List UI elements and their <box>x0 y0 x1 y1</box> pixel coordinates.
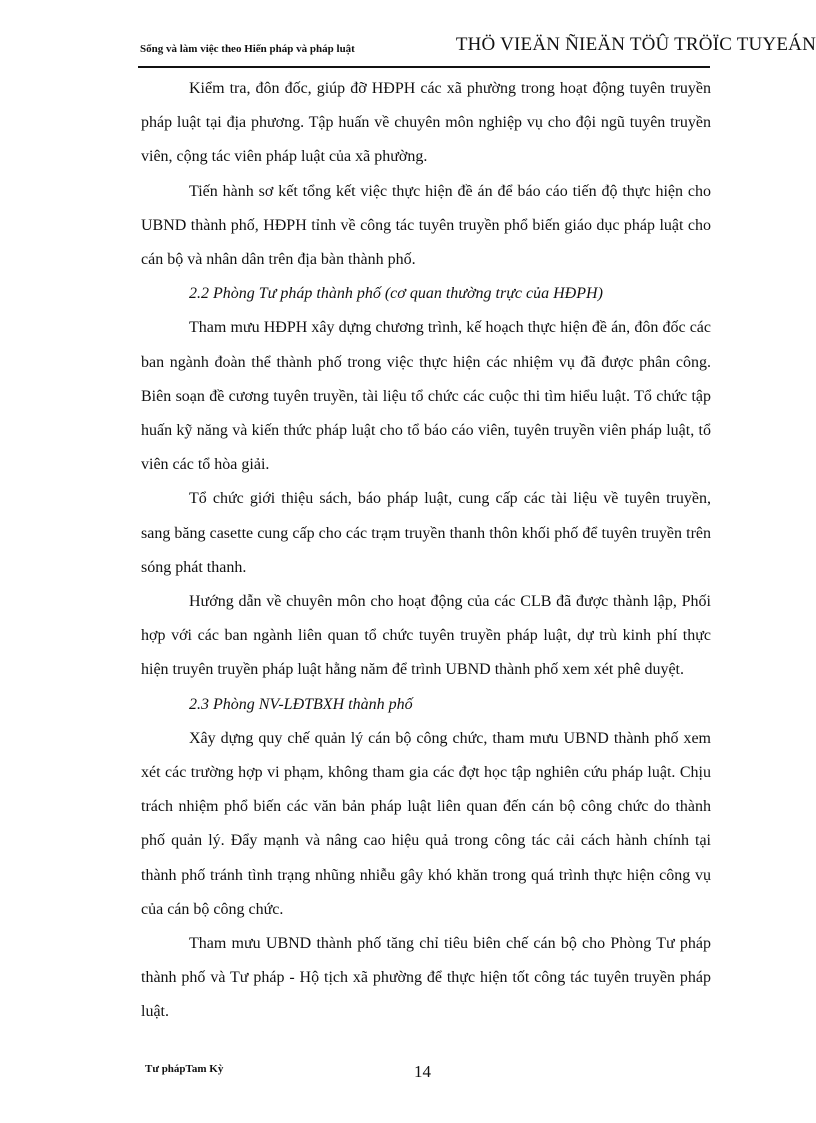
body-paragraph: Tổ chức giới thiệu sách, báo pháp luật, cung cấp các tài liệu về tuyên truyền, sang băng casette cung cấp cho các trạm truyền thanh thôn khối phố để tuyên truyền trên sóng phát thanh. <box>141 490 711 576</box>
body-paragraph: Kiểm tra, đôn đốc, giúp đỡ HĐPH các xã phường trong hoạt động tuyên truyền pháp luật tại địa phương. Tập huấn về chuyên môn nghiệp vụ cho đội ngũ tuyên truyền viên, cộng tác viên pháp luật của xã phường. <box>141 80 711 166</box>
running-header-title: Sống và làm việc theo Hiến pháp và pháp luật <box>140 43 355 55</box>
body-paragraph: Tham mưu UBND thành phố tăng chỉ tiêu biên chế cán bộ cho Phòng Tư pháp thành phố và Tư pháp - Hộ tịch xã phường để thực hiện tốt công tác tuyên truyền pháp luật. <box>141 935 711 1021</box>
page-number: 14 <box>414 1062 431 1081</box>
section-heading-2-3: 2.3 Phòng NV-LĐTBXH thành phố <box>189 695 413 713</box>
body-paragraph: Xây dựng quy chế quản lý cán bộ công chức, tham mưu UBND thành phố xem xét các trường hợp vi phạm, không tham gia các đợt học tập nghiên cứu pháp luật. Chịu trách nhiệm phổ biến các văn bản pháp luật liên quan đến cán bộ công chức do thành phố quản lý. Đẩy mạnh và nâng cao hiệu quả trong công tác cải cách hành chính tại thành phố tránh tình trạng nhũng nhiễu gây khó khăn trong quá trình thực hiện công vụ của cán bộ công chức. <box>141 729 711 918</box>
header-divider <box>138 66 710 68</box>
body-paragraph: Tiến hành sơ kết tổng kết việc thực hiện đề án để báo cáo tiến độ thực hiện cho UBND thành phố, HĐPH tỉnh về công tác tuyên truyền phổ biến giáo dục pháp luật cho cán bộ và nhân dân trên địa bàn thành phố. <box>141 182 711 269</box>
footer-office-name: Tư phápTam Kỳ <box>145 1063 224 1075</box>
body-paragraph: Hướng dẫn về chuyên môn cho hoạt động của các CLB đã được thành lập, Phối hợp với các ban ngành liên quan tổ chức tuyên truyền pháp luật, dự trù kinh phí thực hiện truyên truyền pháp luật hằng năm để trình UBND thành phố xem xét phê duyệt. <box>141 593 711 679</box>
section-heading-2-2: 2.2 Phòng Tư pháp thành phố (cơ quan thường trực của HĐPH) <box>189 285 603 303</box>
library-watermark-header: THÖ VIEÄN ÑIEÄN TÖÛ TRÖÏC TUYEÁN <box>455 34 816 55</box>
document-body <box>141 72 711 1030</box>
body-paragraph: Tham mưu HĐPH xây dựng chương trình, kế hoạch thực hiện đề án, đôn đốc các ban ngành đoàn thể thành phố trong việc thực hiện các nhiệm vụ đã được phân công. Biên soạn đề cương tuyên truyền, tài liệu tổ chức các cuộc thi tìm hiểu luật. Tổ chức tập huấn kỹ năng và kiến thức pháp luật cho tổ báo cáo viên, tuyên truyền viên pháp luật, tổ viên các tổ hòa giải. <box>141 319 711 474</box>
